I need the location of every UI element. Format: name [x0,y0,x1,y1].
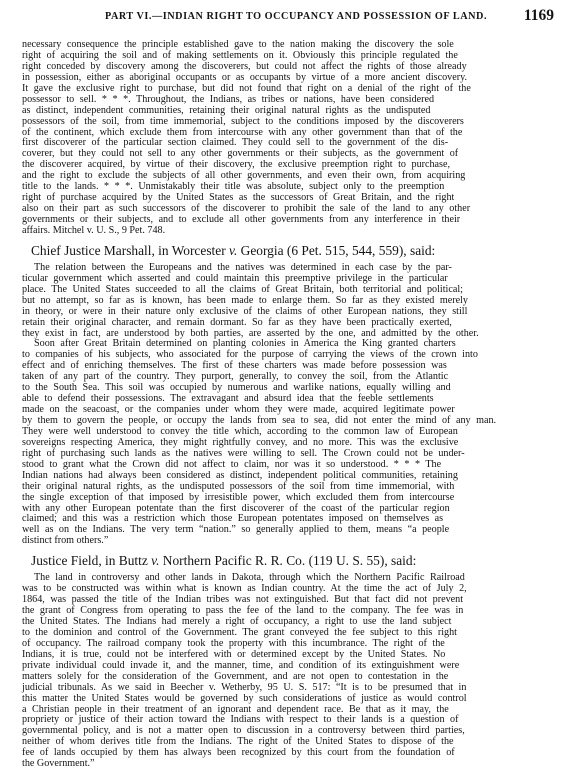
text-line: they exist in fact, are understood by both parties, are asserted by the one, and admitted by the other. [22,327,479,339]
text-line: their original natural rights, as the undisputed possessors of the soil from time immemorial, with [22,480,455,492]
text-line: coverer, but they could not sell to any other governments or their subjects, as the government of [22,148,459,160]
text-line: Indians, it is true, could not be interfered with or determined except by the United States. No [22,648,446,660]
text-line: was to be constructed was within what is known as Indian country. At the time the act of July 2, [22,583,467,595]
text-line: 1864, was passed the title of the Indian tribes was not extinguished. But that fact did not prevent [22,594,464,606]
text-line: but no attempt, so far as is known, has been made to enlarge them. So far as they existed merely [22,294,468,306]
text-line: this matter the United States would be governed by such considerations of justice as would control [22,692,467,704]
text-line: and the right to exclude the subjects of all other governments, and even their own, from acquiring [22,170,466,182]
text-line: right conceded by discovery among the discoverers, but could not affect the rights of those already [22,60,467,72]
text-line: well as on the Indians. The very term “nation.” so generally applied to them, means “a people [22,524,450,536]
text-line: judicial tribunals. As we said in Beecher v. Wetherby, 95 U. S. 517: “It is to be presumed that in [22,681,467,693]
text-line: the United States. The Indians had merely a right of occupancy, a right to use the land subject [22,616,452,627]
text-line: right of purchase acquired by the United States as the successors of Great Britain, and the right [22,192,455,204]
text-line: title to the lands. * * *. Unmistakably their title was absolute, subject only to the preemption [22,181,445,193]
text-line: sovereigns respecting America, they might rightfully convey, and no more. This was the exclusive [22,436,459,448]
text-line: in theory, or were in their nature only exclusive of the claims of other European nations, they still [22,305,468,317]
text-column [22,40,557,770]
text-line: of the continent, which exclude them from intercourse with any other government than that of the [22,126,463,138]
text-line: claimed; and this was a restriction which those European potentates imposed on themselves as [22,513,444,525]
text-line: in possession, either as aboriginal occupants or as occupants by virtue of a more ancient discovery. [22,71,468,83]
text-line: with any other European potentate than the first discoverer of the coast of the particular region [22,502,450,514]
text-line: It gave the exclusive right to purchase, but did not found that right on a denial of the right of the [22,82,471,94]
text-line: propriety or justice of their action toward the Indians with respect to their lands is a question of [22,714,459,726]
text-line: the single exception of that imposed by irresistible power, which excluded them from intercourse [22,491,455,503]
text-line: the discoverer acquired, by virtue of their discovery, the exclusive preemption right to purchase, [22,159,451,171]
text-line: neither of whom derives title from the Indians. The right of the United States to dispose of the [22,736,454,748]
section-heading-marshall [31,242,557,259]
text-line: to the dominion and control of the Government. The grant conveyed the fee subject to this right [22,626,457,638]
text-line: as distinct, independent communities, retaining their original natural rights as the undisputed [22,104,431,116]
text-line: stood to grant what the Crown did not affect to claim, nor was it so understood. * * * The [22,458,442,470]
text-line: taken of any part of the country. They purport, generally, to convey the soil, from the Atlantic [22,371,449,383]
quoted-passage-worcester [22,263,557,547]
text-line: effect and of enriching themselves. The first of these charters was made before possession was [22,360,447,372]
text-line: governments or their subjects, and to exclude all other governments from any interference in their [22,214,461,225]
heading-text: Northern Pacific R. R. Co. (119 U. S. 55), said: [159,553,417,569]
text-line: right of acquiring the soil and of making settlements on it. Obviously this principle regulated the [22,49,458,61]
text-line: first discoverer of the particular section claimed. They could sell to the government of the dis- [22,137,449,149]
text-line: fee of lands occupied by them has always been recognized by this court from the foundation of [22,747,455,759]
text-line: possessor to sell. * * *. Throughout, the Indians, as tribes or nations, have been considered [22,93,435,105]
text-line: governmental policy, and is not a matter open to discussion in a controversy between third parties, [22,725,465,737]
text-line: Soon after Great Britain determined on planting colonies in America the King granted charters [34,338,456,350]
text-line: of occupancy. The railroad company took the property with this incumbrance. The right of the [22,637,445,649]
text-line: the grant of Congress from operating to pass the fee of the land to the company. The fee was in [22,605,464,617]
text-line: private individual could invade it, and the manner, time, and condition of its extinguishment were [22,659,460,671]
section-heading-field [31,552,557,569]
versus-abbrev: v. [229,242,238,258]
running-head-title: PART VI.—INDIAN RIGHT TO OCCUPANCY AND POSSESSION OF LAND. [104,11,488,22]
text-line: made on the seacoast, or the companies under whom they were made, acquired legitimate power [22,404,455,416]
text-line: able to defend their possessions. The extravagant and absurd idea that the feeble settlements [22,393,434,405]
text-line: also on their part as such successors of the discoverer to prohibit the sale of the land to any other [22,203,471,215]
text-line: ticular government which asserted and could maintain this preemptive privilege in the particular [22,272,448,284]
page-number: 1169 [523,7,554,24]
text-line: The relation between the Europeans and the natives was determined in each case by the par- [34,261,452,273]
text-line: place. The United States succeeded to all the claims of Great Britain, both territorial and political; [22,283,463,295]
text-line: affairs. Mitchel v. U. S., 9 Pet. 748. [22,224,166,236]
text-line: to the South Sea. This soil was occupied by numerous and warlike nations, equally willing and [22,382,451,394]
quoted-passage-mitchel [22,40,557,237]
versus-abbrev: v. [151,553,160,569]
text-line: distinct from others.” [22,535,109,547]
text-line: The land in controversy and other lands in Dakota, through which the Northern Pacific Railroad [34,572,465,584]
heading-text: Chief Justice Marshall, in Worcester [31,242,229,258]
text-line: Indian nations had always been considered as distinct, independent political communities, retaining [22,469,458,481]
heading-text: Justice Field, in Buttz [31,553,152,569]
text-line: a Christian people in their treatment of an ignorant and dependent race. Be that as it may, the [22,703,449,715]
text-line: matters solely for the consideration of the Government, and are not open to contestation in the [22,670,449,682]
text-line: possessors of the soil, from time immemorial, subject to the conditions imposed by the discoverers [22,115,464,127]
heading-text: Georgia (6 Pet. 515, 544, 559), said: [237,242,436,258]
text-line: the Government.” [22,758,95,770]
quoted-passage-buttz [22,573,557,770]
running-head [38,5,554,31]
text-line: They were well understood to convey the title which, according to the common law of European [22,425,458,437]
text-line: to companies of his subjects, who associated for the purpose of carrying the views of the crown into [22,349,478,361]
text-line: retain their original character, and remain dormant. So far as they have been practically exerted, [22,316,452,328]
text-line: by them to govern the people, or occupy the lands from sea to sea, did not enter the mind of any man. [22,415,497,426]
text-line: right of purchasing such lands as the natives were willing to sell. The Crown could not be under- [22,447,465,459]
text-line: necessary consequence the principle established gave to the nation making the discovery the sole [22,39,454,50]
